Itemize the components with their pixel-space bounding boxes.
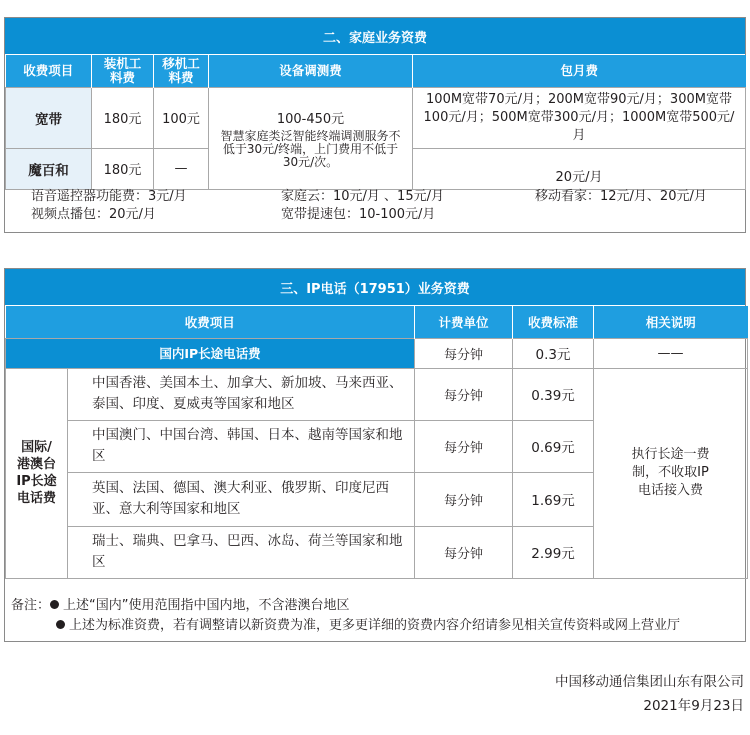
remarks xyxy=(5,589,745,642)
footer-date: 2021年9月23日 xyxy=(643,698,744,714)
ip-phone-title: 三、IP电话（17951）业务资费 xyxy=(5,269,745,306)
home-business-title: 二、家庭业务资费 xyxy=(5,18,745,55)
ip-phone-fees-panel xyxy=(4,268,746,642)
home-business-header-row xyxy=(6,55,746,87)
intl-note-text: 执行长途一费制，不收取IP电话接入费 xyxy=(631,447,710,498)
remark-text: 上述为标准资费，若有调整请以新资费为准，更多更详细的资费内容介绍请参见相关宣传资料或网上营业厅 xyxy=(69,618,681,633)
intl-region: 英国、法国、德国、澳大利亚、俄罗斯、印度尼西亚、意大利等国家和地区 xyxy=(68,472,415,526)
intl-unit: 每分钟 xyxy=(415,472,513,526)
intl-label xyxy=(6,368,68,578)
intl-unit: 每分钟 xyxy=(415,420,513,472)
voice-remote-fee: 语音遥控器功能费：3元/月 xyxy=(31,189,187,204)
bullet-icon xyxy=(50,600,59,609)
header-fee-item: 收费项目 xyxy=(6,55,92,87)
ip-phone-table xyxy=(5,306,748,579)
header-ip-fee-item: 收费项目 xyxy=(6,306,415,338)
header-debug-fee: 设备调测费 xyxy=(209,55,413,87)
ip-phone-header-row xyxy=(6,306,748,338)
intl-label-line: 港澳台 xyxy=(16,457,56,472)
mobaihe-label: 魔百和 xyxy=(6,148,92,189)
intl-region: 瑞士、瑞典、巴拿马、巴西、冰岛、荷兰等国家和地区 xyxy=(68,526,415,578)
mobile-watch-fee: 移动看家：12元/月、20元/月 xyxy=(535,189,707,204)
header-install-fee-text: 装机工料费 xyxy=(103,55,142,85)
speed-up-fee: 宽带提速包：10-100元/月 xyxy=(281,207,436,222)
footer-company: 中国移动通信集团山东有限公司 xyxy=(555,674,744,690)
intl-price: 0.39元 xyxy=(513,368,594,420)
broadband-monthly-fee: 100M宽带70元/月；200M宽带90元/月；300M宽带100元/月；500M宽带300元/月；1000M宽带500元/月 xyxy=(413,87,746,148)
remark-line xyxy=(11,596,350,615)
home-business-fees-panel xyxy=(4,17,746,233)
intl-label-line: 国际/ xyxy=(21,440,52,455)
broadband-install-fee: 180元 xyxy=(92,87,154,148)
domestic-row xyxy=(6,338,748,368)
remarks-label: 备注： xyxy=(11,598,51,613)
header-install-fee xyxy=(92,55,154,87)
broadband-row xyxy=(6,87,746,148)
debug-fee-detail: 智慧家庭类泛智能终端调测服务不低于30元/终端，上门费用不低于30元/次。 xyxy=(220,128,401,169)
domestic-note: —— xyxy=(594,338,748,368)
intl-region: 中国香港、美国本土、加拿大、新加坡、马来西亚、泰国、印度、夏威夷等国家和地区 xyxy=(68,368,415,420)
remark-line xyxy=(56,616,680,635)
home-cloud-fee: 家庭云：10元/月 、15元/月 xyxy=(281,189,444,204)
mobaihe-install-fee: 180元 xyxy=(92,148,154,189)
intl-price: 2.99元 xyxy=(513,526,594,578)
header-move-fee-text: 移机工料费 xyxy=(162,55,200,85)
intl-price: 1.69元 xyxy=(513,472,594,526)
home-extras xyxy=(5,185,745,232)
mobaihe-monthly-fee: 20元/月 xyxy=(413,148,746,189)
remark-text: 上述“国内”使用范围指中国内地，不含港澳台地区 xyxy=(63,598,350,613)
intl-label-line: 电话费 xyxy=(16,491,56,506)
broadband-label: 宽带 xyxy=(6,87,92,148)
domestic-label: 国内IP长途电话费 xyxy=(6,338,415,368)
intl-label-line: IP长途 xyxy=(16,474,57,489)
bullet-icon xyxy=(56,620,65,629)
header-billing-unit: 计费单位 xyxy=(415,306,513,338)
domestic-price: 0.3元 xyxy=(513,338,594,368)
intl-price: 0.69元 xyxy=(513,420,594,472)
header-move-fee xyxy=(154,55,209,87)
intl-region: 中国澳门、中国台湾、韩国、日本、越南等国家和地区 xyxy=(68,420,415,472)
header-related-note: 相关说明 xyxy=(594,306,748,338)
video-on-demand-fee: 视频点播包：20元/月 xyxy=(31,207,156,222)
home-business-table xyxy=(5,55,746,190)
debug-fee-price: 100-450元 xyxy=(276,111,345,127)
domestic-unit: 每分钟 xyxy=(415,338,513,368)
intl-note xyxy=(594,368,748,578)
intl-unit: 每分钟 xyxy=(415,526,513,578)
header-monthly-fee: 包月费 xyxy=(413,55,746,87)
mobaihe-move-fee: — xyxy=(154,148,209,189)
broadband-move-fee: 100元 xyxy=(154,87,209,148)
debug-fee-cell xyxy=(209,87,413,189)
intl-unit: 每分钟 xyxy=(415,368,513,420)
intl-row xyxy=(6,368,748,420)
header-fee-standard: 收费标准 xyxy=(513,306,594,338)
